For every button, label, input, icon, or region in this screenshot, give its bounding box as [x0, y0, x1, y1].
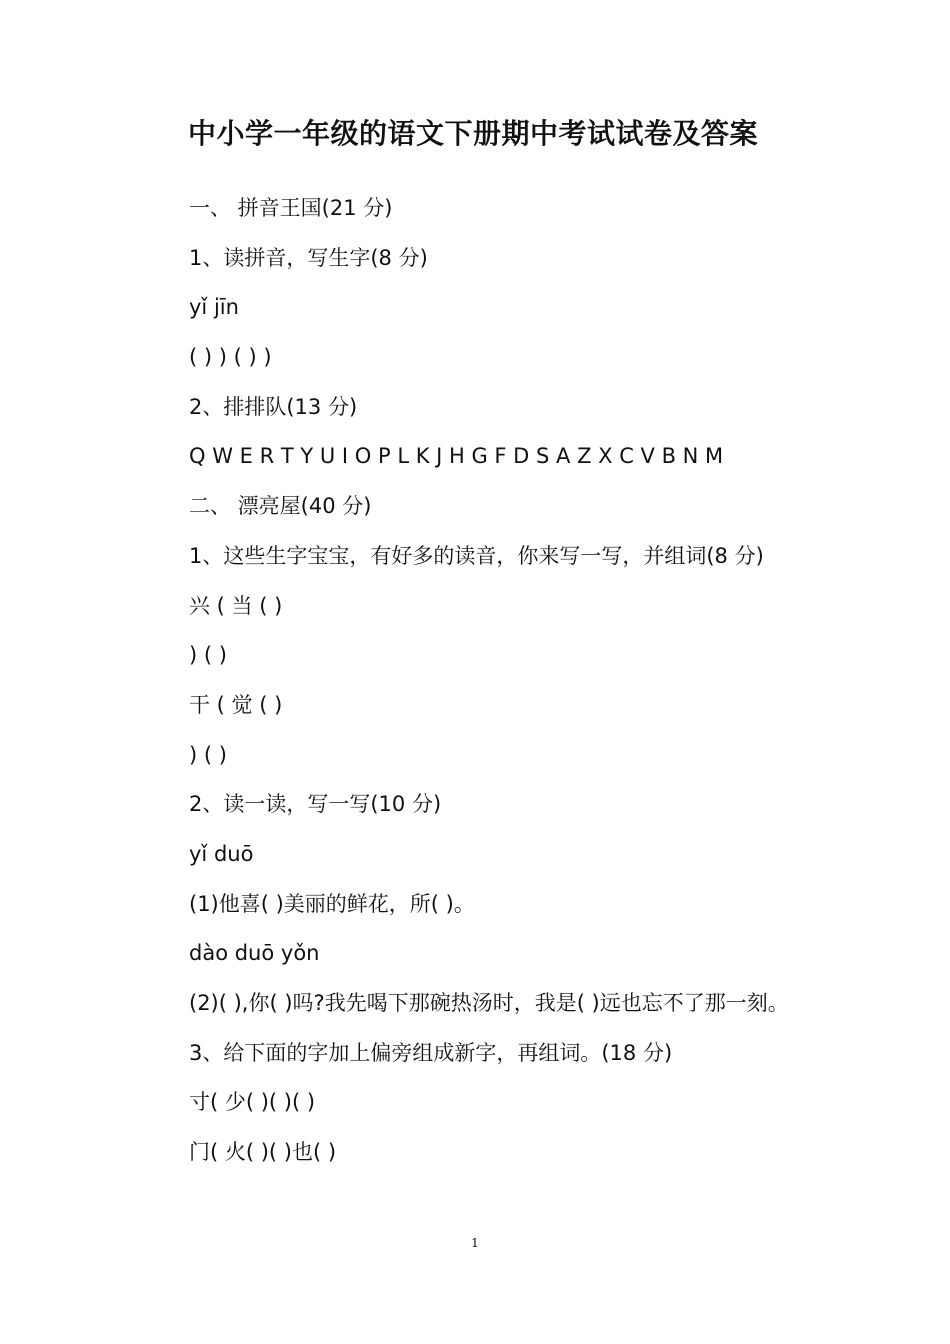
answer-blank-line: 兴 ( 当 ( )	[189, 593, 283, 618]
section-heading: 一、 拼音王国(21 分)	[189, 196, 393, 220]
pinyin-line: yǐ jīn	[189, 295, 239, 320]
sentence-line: (2)( ),你( )吗?我先喝下那碗热汤时，我是( )远也忘不了那一刻。	[189, 991, 789, 1015]
answer-blank-line: 门( 火( )( )也( )	[189, 1140, 337, 1165]
question-line: 3、给下面的字加上偏旁组成新字，再组词。(18 分)	[189, 1040, 673, 1065]
page-number: 1	[471, 1236, 479, 1250]
alphabet-line: Q W E R T Y U I O P L K J H G F D S A Z X C V B N M	[189, 444, 724, 469]
page-title: 中小学一年级的语文下册期中考试试卷及答案	[188, 117, 759, 150]
question-line: 2、读一读，写一写(10 分)	[189, 792, 442, 817]
question-line: 1、这些生字宝宝，有好多的读音，你来写一写，并组词(8 分)	[189, 543, 764, 568]
question-line: 2、排排队(13 分)	[189, 394, 358, 419]
sentence-line: (1)他喜( )美丽的鲜花，所( )。	[189, 891, 475, 916]
section-heading: 二、 漂亮屋(40 分)	[189, 494, 372, 519]
answer-blank-line: ( ) ) ( ) )	[189, 345, 272, 370]
question-line: 1、读拼音，写生字(8 分)	[189, 245, 428, 270]
document-body	[189, 190, 889, 1184]
pinyin-line: yǐ duō	[189, 841, 254, 866]
answer-blank-line: 寸( 少( )( )( )	[189, 1090, 316, 1115]
answer-blank-line: 干 ( 觉 ( )	[189, 692, 283, 717]
answer-blank-line: ) ( )	[189, 643, 227, 668]
answer-blank-line: ) ( )	[189, 742, 227, 767]
pinyin-line: dào duō yǒn	[189, 941, 320, 966]
